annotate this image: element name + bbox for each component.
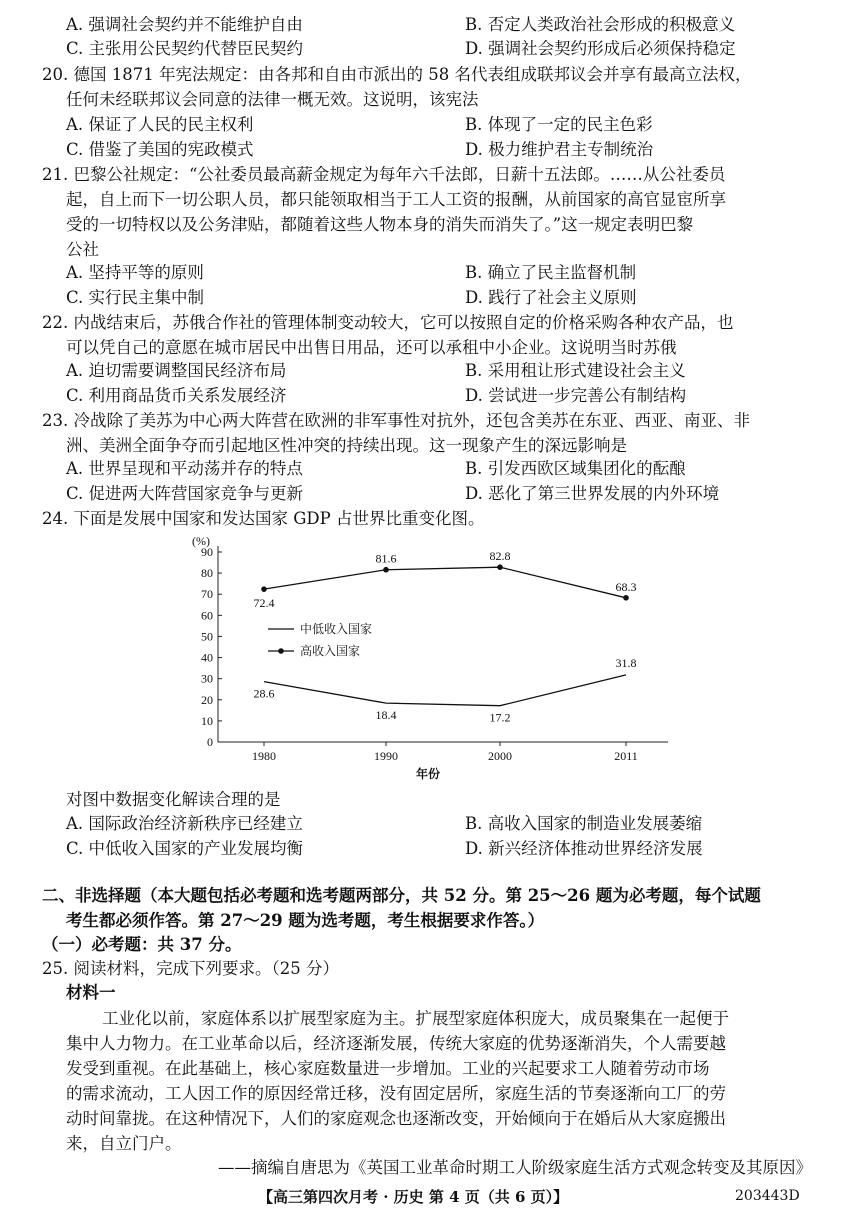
y-tick-label: 30	[201, 671, 213, 686]
data-point-high-income	[261, 586, 267, 592]
y-tick-label: 50	[201, 629, 213, 644]
material-para-line2: 集中人力物力。在工业革命以后，经济逐渐发展，传统大家庭的优势逐渐消失，个人需要越	[66, 1034, 726, 1053]
data-point-high-income	[497, 564, 503, 570]
q21-option-b: B. 确立了民主监督机制	[465, 263, 637, 282]
page-footer-label: 【高三第四次月考 · 历史 第 4 页（共 6 页）】	[258, 1188, 569, 1206]
data-label: 72.4	[253, 596, 275, 611]
q21-stem-line3: 受的一切特权以及公务津贴，都随着这些人物本身的消失而消失了。”这一规定表明巴黎	[66, 215, 694, 234]
material-source: ——摘编自唐思为《英国工业革命时期工人阶级家庭生活方式观念转变及其原因》	[218, 1158, 812, 1177]
y-tick-label: 70	[201, 587, 213, 602]
q23-option-a: A. 世界呈现和平动荡并存的特点	[66, 459, 303, 478]
gdp-share-line-chart	[190, 532, 670, 782]
y-tick-label: 90	[201, 545, 213, 559]
y-tick-label: 0	[207, 735, 213, 749]
x-tick-label: 2000	[488, 749, 512, 763]
x-tick-label: 1980	[252, 749, 276, 763]
q24-option-c: C. 中低收入国家的产业发展均衡	[66, 839, 304, 858]
data-point-high-income	[383, 567, 389, 573]
x-tick-label: 1990	[374, 749, 398, 763]
q20-option-c: C. 借鉴了美国的宪政模式	[66, 140, 254, 159]
y-tick-label: 80	[201, 566, 213, 581]
chart-background	[190, 532, 670, 782]
q24-after-chart-text: 对图中数据变化解读合理的是	[66, 790, 281, 809]
y-tick-label: 60	[201, 608, 213, 623]
data-label: 28.6	[253, 686, 275, 701]
material-para-line4: 的需求流动，工人因工作的原因经常迁移，没有固定居所，家庭生活的节奏逐渐向工厂的劳	[66, 1084, 726, 1103]
material-title: 材料一	[66, 983, 116, 1002]
material-para-line1: 工业化以前，家庭体系以扩展型家庭为主。扩展型家庭体积庞大，成员聚集在一起便于	[102, 1009, 729, 1028]
paper-code: 203443D	[735, 1188, 800, 1204]
q20-option-d: D. 极力维护君主专制统治	[465, 140, 654, 159]
q25-stem: 25. 阅读材料，完成下列要求。（25 分）	[42, 959, 339, 978]
q23-stem-line2: 洲、美洲全面争夺而引起地区性冲突的持续出现。这一现象产生的深远影响是	[66, 436, 627, 455]
q21-stem-line4: 公社	[66, 240, 99, 259]
q20-option-a: A. 保证了人民的民主权利	[66, 115, 254, 134]
q21-option-c: C. 实行民主集中制	[66, 288, 205, 307]
section2-subtitle: （一）必考题：共 37 分。	[42, 935, 242, 954]
q20-stem-line2: 任何未经联邦议会同意的法律一概无效。这说明，该宪法	[66, 90, 479, 109]
legend-label: 中低收入国家	[300, 622, 373, 636]
y-axis-label: (%)	[192, 534, 210, 548]
y-tick-label: 20	[201, 692, 213, 707]
q23-option-b: B. 引发西欧区域集团化的酝酿	[465, 459, 686, 478]
legend-label: 高收入国家	[300, 644, 361, 658]
q24-stem: 24. 下面是发展中国家和发达国家 GDP 占世界比重变化图。	[42, 509, 485, 528]
material-para-line6: 来，自立门户。	[66, 1134, 182, 1153]
data-label: 17.2	[489, 710, 511, 725]
q24-option-d: D. 新兴经济体推动世界经济发展	[465, 839, 703, 858]
section2-title-line2: 考生都必须作答。第 27～29 题为选考题，考生根据要求作答。）	[66, 911, 545, 930]
q19-option-a: A. 强调社会契约并不能维护自由	[66, 15, 303, 34]
q19-option-c: C. 主张用公民契约代替臣民契约	[66, 39, 304, 58]
q22-stem-line2: 可以凭自己的意愿在城市居民中出售日用品，还可以承租中小企业。这说明当时苏俄	[66, 338, 677, 357]
q20-stem-line1: 20. 德国 1871 年宪法规定：由各邦和自由市派出的 58 名代表组成联邦议会并享有最高立法权，	[42, 65, 752, 84]
q22-option-d: D. 尝试进一步完善公有制结构	[465, 386, 687, 405]
q20-option-b: B. 体现了一定的民主色彩	[465, 115, 653, 134]
data-label: 18.4	[375, 708, 397, 723]
q19-option-d: D. 强调社会契约形成后必须保持稳定	[465, 39, 736, 58]
q22-option-a: A. 迫切需要调整国民经济布局	[66, 361, 287, 380]
material-para-line5: 动时间靠拢。在这种情况下，人们的家庭观念也逐渐改变，开始倾向于在婚后从大家庭搬出	[66, 1109, 726, 1128]
data-label: 81.6	[375, 551, 397, 566]
q19-option-b: B. 否定人类政治社会形成的积极意义	[465, 15, 736, 34]
data-label: 68.3	[615, 579, 637, 594]
q21-option-d: D. 践行了社会主义原则	[465, 288, 637, 307]
data-label: 82.8	[489, 549, 511, 564]
q22-option-c: C. 利用商品货币关系发展经济	[66, 386, 287, 405]
legend-marker-high-income	[278, 648, 284, 654]
q23-stem-line1: 23. 冷战除了美苏为中心两大阵营在欧洲的非军事性对抗外，还包含美苏在东亚、西亚、南亚、非	[42, 411, 750, 430]
x-axis-label: 年份	[415, 767, 441, 781]
q21-stem-line2: 起，自上而下一切公职人员，都只能领取相当于工人工资的报酬，从前国家的高官显宦所享	[66, 190, 726, 209]
data-point-high-income	[623, 595, 629, 601]
material-para-line3: 发受到重视。在此基础上，核心家庭数量进一步增加。工业的兴起要求工人随着劳动市场	[66, 1059, 710, 1078]
q24-option-a: A. 国际政治经济新秩序已经建立	[66, 814, 303, 833]
q21-stem-line1: 21. 巴黎公社规定：“公社委员最高薪金规定为每年六千法郎，日薪十五法郎。……从公社委员	[42, 165, 726, 184]
x-tick-label: 2011	[614, 749, 638, 763]
q22-option-b: B. 采用租让形式建设社会主义	[465, 361, 686, 380]
y-tick-label: 10	[201, 713, 213, 728]
q23-option-c: C. 促进两大阵营国家竞争与更新	[66, 484, 304, 503]
data-label: 31.8	[615, 655, 637, 670]
q24-option-b: B. 高收入国家的制造业发展萎缩	[465, 814, 703, 833]
q22-stem-line1: 22. 内战结束后，苏俄合作社的管理体制变动较大，它可以按照自定的价格采购各种农产品，也	[42, 313, 734, 332]
q21-option-a: A. 坚持平等的原则	[66, 263, 204, 282]
y-tick-label: 40	[201, 650, 213, 665]
section2-title-line1: 二、非选择题（本大题包括必考题和选考题两部分，共 52 分。第 25～26 题为必考题，每个试题	[42, 886, 761, 905]
q23-option-d: D. 恶化了第三世界发展的内外环境	[465, 484, 720, 503]
